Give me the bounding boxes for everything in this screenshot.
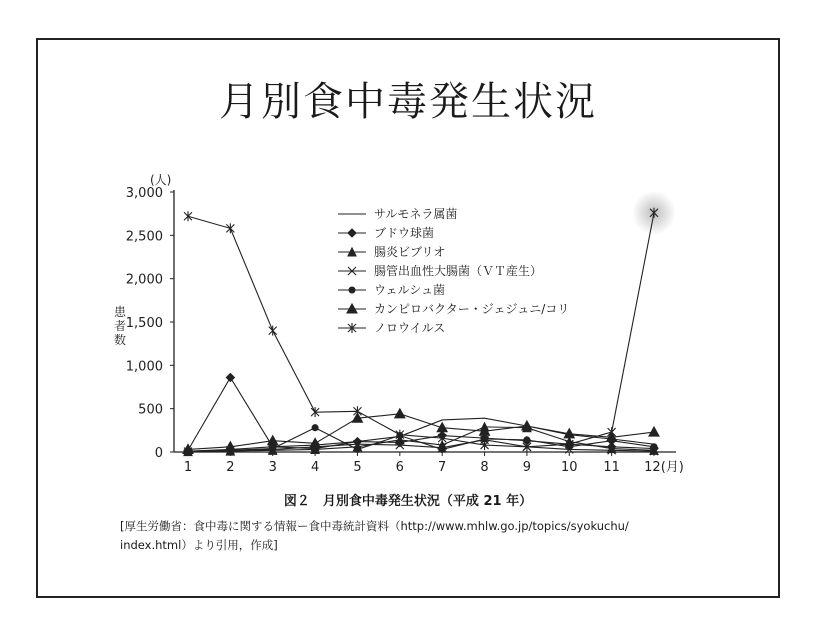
x-tick-label: 7 [438,460,447,475]
legend-label: ブドウ球菌 [374,226,435,240]
point [437,423,447,432]
source-line-1: [厚生労働省：食中毒に関する情報ー食中毒統計資料（http://www.mhlw.go.jp/topics/syokuchu/ [120,519,629,533]
point [649,427,659,436]
point [226,373,234,381]
x-tick-label: 5 [353,460,362,475]
y-tick-label: 1,000 [125,359,163,375]
x-tick-label: 3 [268,460,277,475]
point [348,229,356,237]
point [184,211,192,221]
point [395,409,405,418]
x-tick-label: 8 [480,460,489,475]
point [608,427,616,437]
legend-label: 腸管出血性大腸菌（ＶＴ産生） [374,264,543,278]
legend-label: ウェルシュ菌 [374,283,445,297]
point [439,446,445,452]
legend-label: カンピロバクター・ジェジュニ/コリ [374,302,570,316]
x-tick-label: 10 [560,460,578,475]
x-tick-label: 11 [603,460,620,475]
page-title: 月別食中毒発生状況 [219,79,597,125]
source-note [120,517,740,555]
y-tick-label: 2,000 [125,272,163,288]
point [269,326,277,336]
x-tick-label: 1 [183,460,193,475]
figure-caption: 図２ 月別食中毒発生状況（平成 21 年） [283,494,533,509]
legend-label: 腸炎ビブリオ [374,245,446,259]
point [349,287,355,293]
point [226,223,234,233]
point [651,444,657,450]
y-tick-label: 2,500 [125,229,163,245]
y-unit-label: (人) [150,173,172,187]
source-line-2: index.html）より引用，作成] [120,538,278,552]
x-tick-label: 9 [522,460,532,475]
y-tick-label: 0 [154,446,163,461]
y-axis-label-char: 数 [113,333,127,347]
point [270,446,276,452]
legend-label: ノロウイルス [374,321,446,335]
legend-label: サルモネラ属菌 [374,207,458,221]
series-line [188,440,654,452]
y-tick-label: 3,000 [125,186,163,201]
y-tick-label: 1,500 [125,316,163,331]
y-tick-label: 500 [138,402,163,418]
point [312,425,318,431]
y-axis-label-char: 患 [113,305,127,319]
x-tick-label: 6 [395,460,404,475]
x-tick-label: 2 [226,460,235,475]
point [354,446,360,452]
series-line [188,377,654,450]
y-axis-label-char: 者 [113,319,127,333]
x-tick-label: 12(月) [644,460,684,475]
x-tick-label: 4 [310,460,320,475]
